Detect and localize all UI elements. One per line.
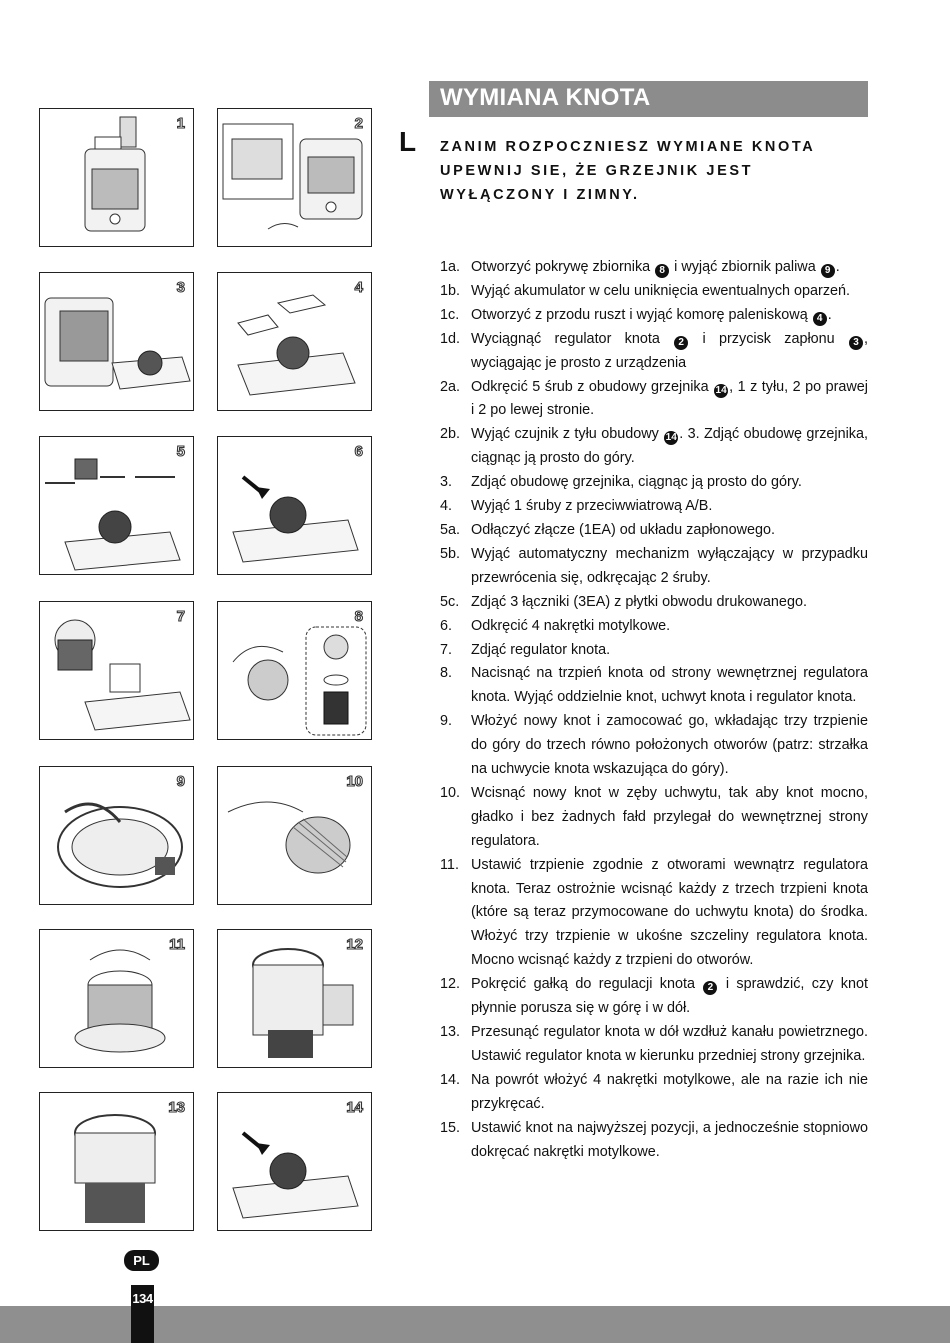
step-text (471, 280, 868, 304)
figure-number: 6 (354, 443, 363, 460)
step-text-run: Wyjąć czujnik z tyłu obudowy (471, 426, 664, 443)
step-text (471, 662, 868, 710)
step-text (471, 1069, 868, 1117)
step-text-run: Wyciągnąć regulator knota (471, 330, 674, 347)
step-item (440, 854, 868, 974)
step-text (471, 543, 868, 591)
part-number-badge: 8 (655, 264, 669, 278)
step-text (471, 973, 868, 1021)
step-text-run: Zdjąć obudowę grzejnika, ciągnąc ją prosto do góry. (471, 474, 802, 491)
figure-panel-6 (217, 436, 372, 575)
step-text (471, 304, 868, 328)
step-text-run: Zdjąć 3 łączniki (3EA) z płytki obwodu drukowanego. (471, 593, 807, 610)
step-text (471, 376, 868, 424)
step-number: 14. (440, 1071, 461, 1088)
step-number: 12. (440, 976, 461, 993)
step-text (471, 615, 868, 639)
step-text (471, 471, 868, 495)
figure-number: 8 (354, 608, 363, 625)
step-number: 10. (440, 784, 461, 801)
step-item (440, 973, 868, 1021)
step-text-run: Na powrót włożyć 4 nakrętki motylkowe, ale na razie ich nie przykręcać. (471, 1071, 868, 1112)
step-item (440, 519, 868, 543)
part-number-badge: 14 (715, 384, 727, 396)
step-number: 5c. (440, 593, 460, 610)
warning-text: ZANIM ROZPOCZNIESZ WYMIANE KNOTA UPEWNIJ SIE, ŻE GRZEJNIK JEST WYŁĄCZONY I ZIMNY. (440, 139, 815, 203)
step-item (440, 328, 868, 376)
section-title: WYMIANA KNOTA (440, 84, 651, 111)
part-number-badge: 4 (813, 312, 827, 326)
step-text-run: i sprawdzić, czy knot płynnie porusza się w górę i w dół. (471, 976, 868, 1017)
step-text-run: Wcisnąć nowy knot w zęby uchwytu, tak aby knot mocno, gładko i bez żadnych fałd przylegał do wewnętrznej strony regulatora. (471, 784, 868, 849)
warning-icon: L (399, 126, 417, 157)
step-number: 13. (440, 1024, 461, 1040)
figure-panel-12 (217, 929, 372, 1068)
figure-number: 7 (176, 608, 185, 625)
figure-number: 2 (354, 115, 363, 132)
step-item (440, 615, 868, 639)
step-text-run: , wyciągając je prosto z urządzenia (471, 330, 868, 371)
step-number: 2a. (440, 378, 461, 395)
step-item (440, 639, 868, 663)
step-number: 5b. (440, 545, 461, 562)
step-number: 8. (440, 665, 453, 682)
step-text-run: . (827, 306, 832, 323)
figure-panel-3 (39, 272, 194, 411)
step-number: 4. (440, 498, 453, 515)
figure-number: 12 (346, 936, 363, 953)
step-number: 6. (440, 617, 453, 634)
step-number: 1a. (440, 259, 461, 275)
step-item (440, 471, 868, 495)
figure-number: 4 (354, 279, 363, 296)
step-text-run: Wyjąć akumulator w celu uniknięcia ewentualnych oparzeń. (471, 282, 851, 299)
figure-illustration (40, 109, 194, 247)
step-item (440, 1117, 868, 1165)
step-text (471, 591, 868, 615)
figure-panel-5 (39, 436, 194, 575)
step-text-run: . (835, 259, 840, 275)
step-item (440, 280, 868, 304)
step-text-run: Odkręcić 5 śrub z obudowy grzejnika (471, 378, 714, 395)
step-text (471, 328, 868, 376)
step-number: 3. (440, 474, 453, 491)
part-number-badge: 3 (849, 336, 863, 350)
step-text (471, 423, 868, 471)
figure-number: 13 (168, 1099, 185, 1116)
step-text (471, 639, 868, 663)
step-text-run: Odkręcić 4 nakrętki motylkowe. (471, 617, 671, 634)
step-text (471, 1117, 868, 1165)
step-text-run: Włożyć nowy knot i zamocować go, wkładając trzy trzpienie do góry do trzech równo położonych otworów (patrz: strzałka na uchwycie knota wskazująca do góry). (471, 713, 868, 778)
step-text-run: Nacisnąć na trzpień knota od strony wewnętrznej regulatora knota. Wyjąć oddzielnie knot, uchwyt knota i regulator knota. (471, 665, 868, 706)
figure-number: 10 (346, 773, 363, 790)
step-number: 1b. (440, 282, 461, 299)
part-number-badge: 2 (703, 981, 717, 995)
language-badge: PL (124, 1250, 159, 1271)
figure-illustration (40, 602, 194, 740)
figure-panel-4 (217, 272, 372, 411)
figure-panel-2 (217, 108, 372, 247)
step-text-run: Ustawić knot na najwyższej pozycji, a jednocześnie stopniowo dokręcać nakrętki motylkowe. (471, 1119, 868, 1160)
step-text (471, 256, 868, 280)
step-number: 2b. (440, 426, 461, 443)
page-number-tab (131, 1285, 154, 1343)
step-number: 11. (440, 856, 459, 873)
step-text (471, 495, 868, 519)
step-text (471, 854, 868, 974)
figure-panel-13 (39, 1092, 194, 1231)
step-number: 7. (440, 641, 453, 658)
figure-illustration (218, 602, 372, 740)
figure-illustration (218, 109, 372, 247)
figure-illustration (218, 273, 372, 411)
figure-number: 14 (346, 1099, 363, 1116)
figure-number: 9 (176, 773, 185, 790)
figure-panel-7 (39, 601, 194, 740)
step-text-run: Otworzyć pokrywę zbiornika (471, 259, 655, 275)
step-item (440, 376, 868, 424)
step-text-run: Ustawić trzpienie zgodnie z otworami wewnątrz regulatora knota. Teraz ostrożnie wcisnąć każdy z trzech trzpieni knota (które są teraz przymocowane do uchwytu knota) do środka. Włożyć trzy trzpienie w ukośne szczeliny regulatora knota. Mocno wcisnąć każdy z trzpieni do otworów. (471, 856, 868, 969)
step-text-run: Otworzyć z przodu ruszt i wyjąć komorę paleniskową (471, 306, 812, 323)
step-number: 15. (440, 1119, 461, 1136)
figure-number: 1 (176, 115, 185, 132)
step-text-run: . 3. Zdjąć obudowę grzejnika, ciągnąc ją prosto do góry. (471, 426, 868, 467)
instruction-steps (440, 256, 868, 1164)
figure-number: 3 (176, 279, 185, 296)
step-item (440, 710, 868, 782)
step-text-run: Wyjąć automatyczny mechanizm wyłączający w przypadku przewrócenia się, odkręcając 2 śruby. (471, 545, 868, 586)
page-number: 134 (132, 1291, 153, 1306)
figure-panel-8 (217, 601, 372, 740)
step-item (440, 256, 868, 280)
step-item (440, 304, 868, 328)
step-item (440, 1069, 868, 1117)
figure-illustration (40, 437, 194, 575)
step-text-run: i wyjąć zbiornik paliwa (670, 259, 820, 275)
step-text-run: Przesunąć regulator knota w dół wzdłuż kanału powietrznego. Ustawić regulator knota w kierunku przedniej strony grzejnika. (471, 1024, 868, 1064)
step-item (440, 423, 868, 471)
step-item (440, 495, 868, 519)
step-number: 1d. (440, 330, 461, 347)
figure-panel-11 (39, 929, 194, 1068)
step-number: 9. (440, 713, 453, 730)
step-text-run: Odłączyć złącze (1EA) od układu zapłonowego. (471, 521, 775, 538)
section-title-bar (429, 81, 868, 117)
figure-illustration (218, 437, 372, 575)
figure-illustration (40, 767, 194, 905)
part-number-badge: 9 (821, 264, 835, 278)
step-text (471, 782, 868, 854)
step-text-run: i przycisk zapłonu (689, 330, 848, 347)
step-item (440, 782, 868, 854)
step-text-run: , 1 z tyłu, 2 po prawej i 2 po lewej stronie. (471, 378, 869, 419)
step-text-run: Wyjąć 1 śruby z przeciwwiatrową A/B. (471, 498, 713, 515)
figure-panel-9 (39, 766, 194, 905)
figure-illustration (40, 273, 194, 411)
step-item (440, 1021, 868, 1069)
step-text-run: Pokręcić gałką do regulacji knota (471, 976, 703, 993)
step-text (471, 519, 868, 543)
step-text (471, 710, 868, 782)
step-text-run: Zdjąć regulator knota. (471, 641, 611, 658)
figure-number: 5 (176, 443, 185, 460)
figure-panel-14 (217, 1092, 372, 1231)
step-item (440, 662, 868, 710)
part-number-badge: 2 (674, 336, 688, 350)
step-item (440, 591, 868, 615)
step-text (471, 1021, 868, 1069)
figure-panel-10 (217, 766, 372, 905)
step-number: 1c. (440, 306, 460, 323)
step-item (440, 543, 868, 591)
part-number-badge: 14 (665, 432, 677, 444)
figure-number: 11 (169, 936, 185, 953)
figure-panel-1 (39, 108, 194, 247)
step-number: 5a. (440, 521, 461, 538)
